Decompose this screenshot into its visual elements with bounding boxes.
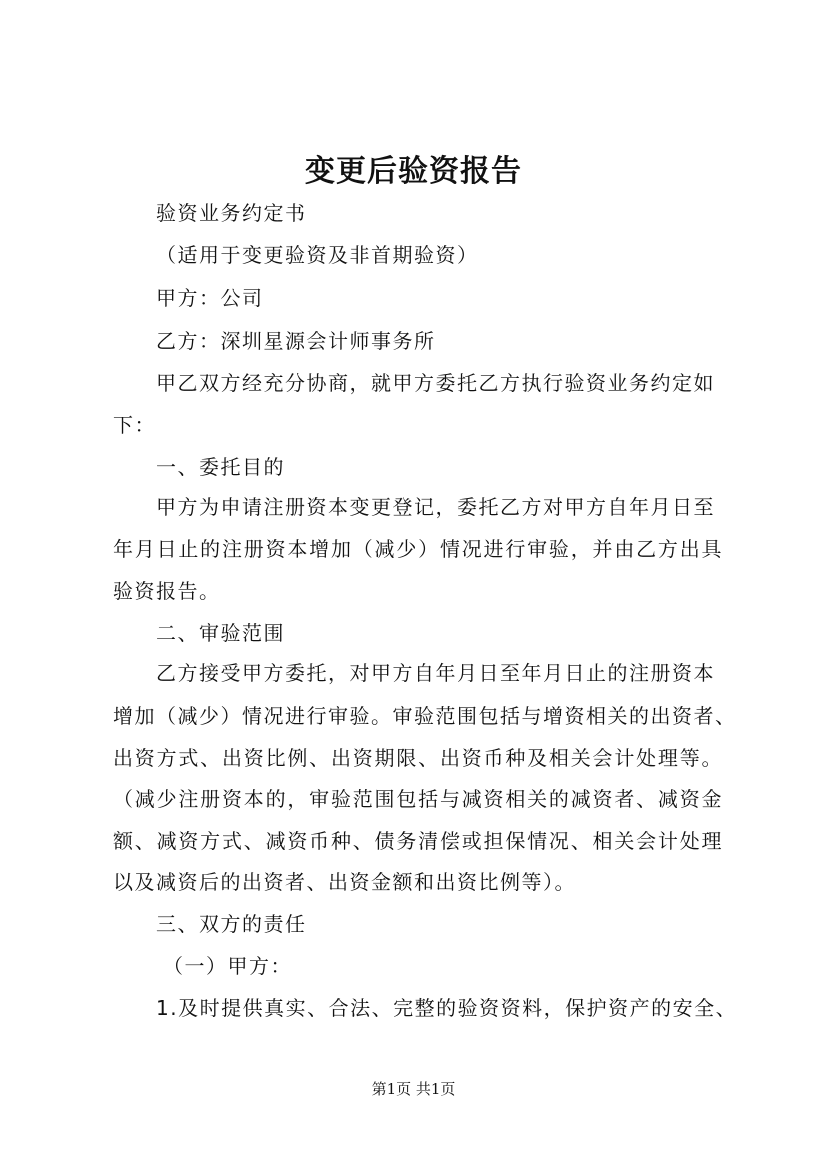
heading-agreement: 验资业务约定书 bbox=[156, 201, 307, 225]
paragraph-line: 年月日止的注册资本增加（减少）情况进行审验，并由乙方出具 bbox=[113, 537, 723, 561]
subsection-heading: （一）甲方： bbox=[163, 954, 292, 978]
heading-scope-note: （适用于变更验资及非首期验资） bbox=[156, 243, 479, 267]
paragraph-line: 额、减资方式、减资币种、债务清偿或担保情况、相关会计处理 bbox=[113, 829, 723, 853]
paragraph-line: 出资方式、出资比例、出资期限、出资币种及相关会计处理等。 bbox=[113, 746, 723, 770]
paragraph-line: 下： bbox=[113, 413, 156, 437]
paragraph-line: 验资报告。 bbox=[113, 579, 221, 603]
party-b: 乙方：深圳星源会计师事务所 bbox=[156, 329, 436, 353]
paragraph-line: 甲乙双方经充分协商，就甲方委托乙方执行验资业务约定如 bbox=[156, 371, 715, 395]
document-title: 变更后验资报告 bbox=[305, 154, 522, 189]
paragraph-line: 增加（减少）情况进行审验。审验范围包括与增资相关的出资者、 bbox=[113, 704, 737, 728]
paragraph-line: 以及减资后的出资者、出资金额和出资比例等）。 bbox=[113, 870, 576, 894]
section-heading: 二、审验范围 bbox=[156, 621, 285, 645]
paragraph-line: 1.及时提供真实、合法、完整的验资资料，保护资产的安全、 bbox=[156, 996, 738, 1020]
paragraph-line: 甲方为申请注册资本变更登记，委托乙方对甲方自年月日至 bbox=[156, 495, 715, 519]
section-heading: 一、委托目的 bbox=[156, 455, 285, 479]
paragraph-line: （减少注册资本的，审验范围包括与减资相关的减资者、减资金 bbox=[113, 787, 723, 811]
section-heading: 三、双方的责任 bbox=[156, 912, 307, 936]
party-a: 甲方：公司 bbox=[156, 286, 264, 310]
paragraph-line: 乙方接受甲方委托，对甲方自年月日至年月日止的注册资本 bbox=[156, 661, 715, 685]
page-footer: 第1页 共1页 bbox=[371, 1080, 456, 1098]
